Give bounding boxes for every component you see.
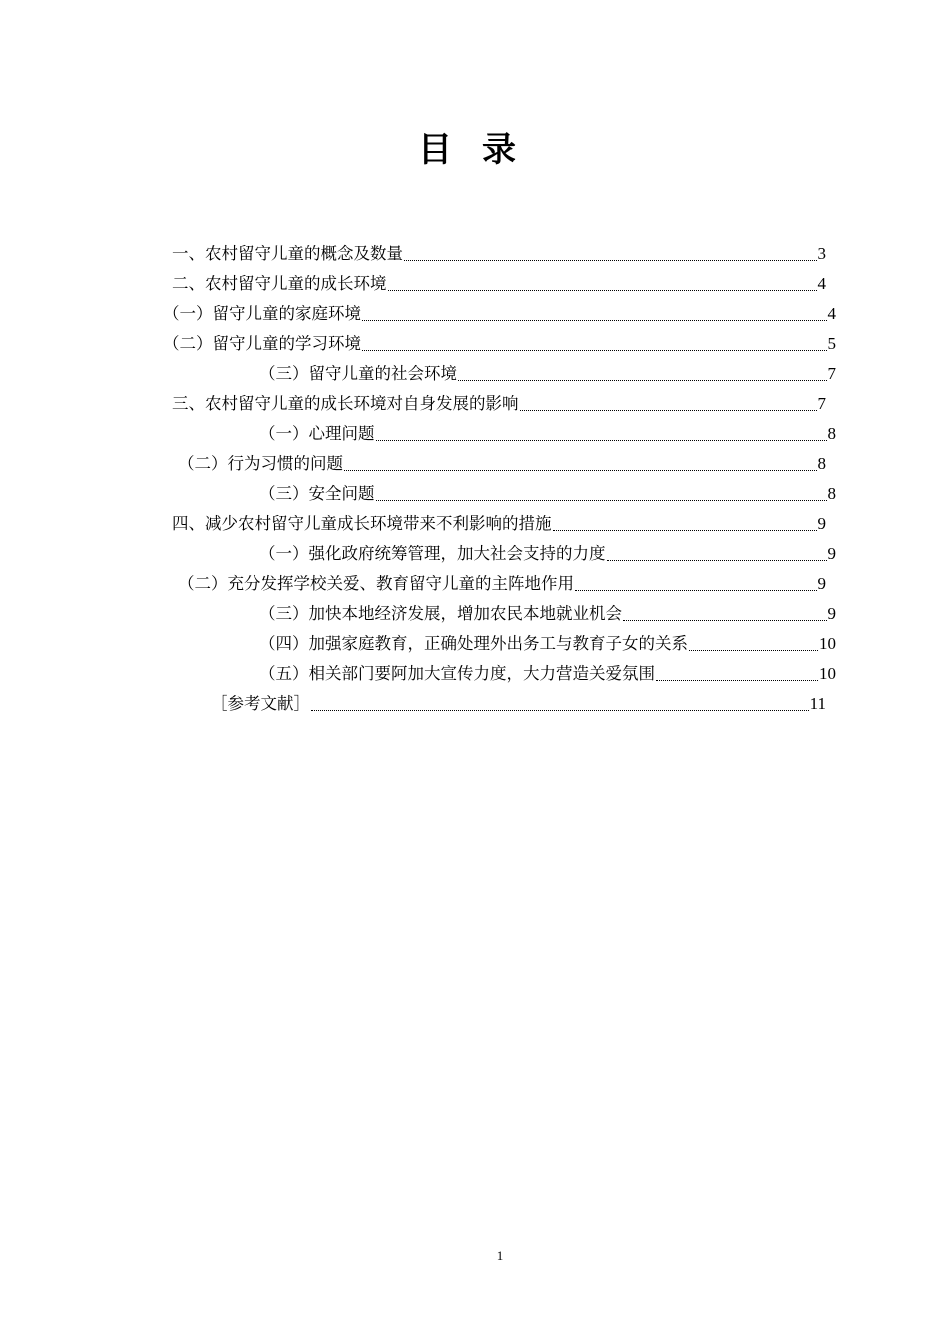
toc-entry[interactable] (172, 239, 826, 269)
toc-dot-leader (376, 500, 827, 501)
toc-entry[interactable] (259, 539, 836, 569)
toc-dot-leader (575, 590, 817, 591)
toc-entry[interactable] (259, 359, 836, 389)
toc-entry-page: 7 (827, 364, 836, 383)
toc-entry[interactable] (172, 389, 826, 419)
toc-entry-page: 10 (819, 634, 836, 653)
toc-entry-page: 10 (819, 664, 836, 683)
toc-dot-leader (362, 320, 827, 321)
toc-entry[interactable] (259, 599, 836, 629)
toc-entry-title: （二）留守儿童的学习环境 (163, 334, 361, 353)
toc-entry-title: 三、农村留守儿童的成长环境对自身发展的影响 (172, 394, 519, 413)
toc-dot-leader (404, 260, 817, 261)
toc-entry-title: （一）心理问题 (259, 424, 375, 443)
toc-entry[interactable] (259, 629, 836, 659)
toc-entry[interactable] (211, 689, 826, 719)
toc-entry-page: 8 (827, 424, 836, 443)
toc-dot-leader (553, 530, 817, 531)
toc-entry-title: 一、农村留守儿童的概念及数量 (172, 244, 403, 263)
toc-entry-page: 4 (827, 304, 836, 323)
toc-entry[interactable] (259, 659, 836, 689)
toc-entry-title: 四、减少农村留守儿童成长环境带来不利影响的措施 (172, 514, 552, 533)
toc-entry-page: 3 (817, 244, 826, 263)
toc-entry-page: 9 (817, 574, 826, 593)
toc-entry-title: （四）加强家庭教育，正确处理外出务工与教育子女的关系 (259, 634, 688, 653)
toc-dot-leader (311, 710, 809, 711)
toc-dot-leader (623, 620, 827, 621)
toc-title: 目录 (418, 130, 546, 170)
toc-entry-title: （一）留守儿童的家庭环境 (163, 304, 361, 323)
toc-dot-leader (458, 380, 827, 381)
toc-dot-leader (520, 410, 817, 411)
toc-entry-page: 8 (817, 454, 826, 473)
toc-entry-title: （二）充分发挥学校关爱、教育留守儿童的主阵地作用 (178, 574, 574, 593)
toc-entry-title: ［参考文献］ (211, 694, 310, 713)
toc-entry-page: 5 (827, 334, 836, 353)
toc-entry-page: 9 (827, 604, 836, 623)
toc-entry-title: 二、农村留守儿童的成长环境 (172, 274, 387, 293)
toc-entry-title: （三）加快本地经济发展，增加农民本地就业机会 (259, 604, 622, 623)
toc-dot-leader (388, 290, 817, 291)
toc-entry[interactable] (259, 479, 836, 509)
toc-entry[interactable] (178, 569, 826, 599)
toc-dot-leader (607, 560, 827, 561)
toc-entry-title: （三）留守儿童的社会环境 (259, 364, 457, 383)
toc-dot-leader (656, 680, 818, 681)
toc-entry-page: 11 (809, 694, 826, 713)
toc-entry[interactable] (178, 449, 826, 479)
toc-dot-leader (376, 440, 827, 441)
page-number: 1 (496, 1248, 504, 1263)
toc-dot-leader (344, 470, 817, 471)
toc-entry[interactable] (163, 329, 836, 359)
toc-entry[interactable] (172, 509, 826, 539)
toc-entry-page: 9 (817, 514, 826, 533)
toc-entry[interactable] (259, 419, 836, 449)
toc-entry-page: 8 (827, 484, 836, 503)
toc-entry-title: （二）行为习惯的问题 (178, 454, 343, 473)
toc-dot-leader (689, 650, 818, 651)
toc-entry-page: 4 (817, 274, 826, 293)
toc-dot-leader (362, 350, 827, 351)
toc-entry-page: 7 (817, 394, 826, 413)
toc-entry-page: 9 (827, 544, 836, 563)
toc-entry-title: （一）强化政府统筹管理，加大社会支持的力度 (259, 544, 606, 563)
toc-entry-title: （五）相关部门要阿加大宣传力度，大力营造关爱氛围 (259, 664, 655, 683)
toc-entry[interactable] (163, 299, 836, 329)
toc-entry[interactable] (172, 269, 826, 299)
toc-entry-title: （三）安全问题 (259, 484, 375, 503)
